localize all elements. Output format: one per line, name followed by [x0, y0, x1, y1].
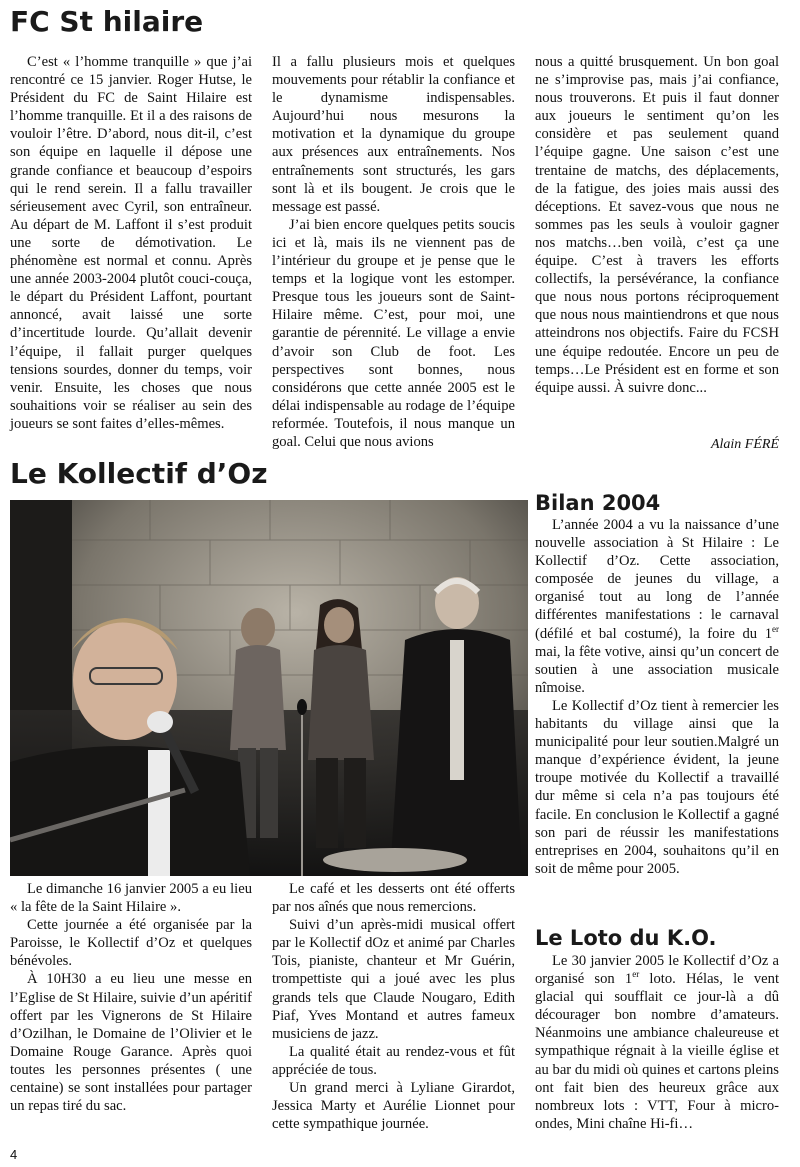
author-signature: Alain FÉRÉ — [710, 437, 779, 452]
paragraph: Suivi d’un après-midi musical offert par le Kollectif dOz et animé par Charles Tois, pianiste, chanteur et Mr Guérin, trompettiste qui a joué avec les plus grands tels que Claude Nougaro, Edith Piaf, Yves Montand et autres fameux musiciens de jazz. — [272, 917, 515, 1042]
paragraph: C’est « l’homme tranquille » que j’ai rencontré ce 15 janvier. Roger Hutse, le Président du FC de Saint Hilaire est l’homme tranquille. Et il a des raisons de vouloir l’être. D’abord, nous dit-il, c’est son équipe en laquelle il dépose une grande confiance et beaucoup d’espoirs qui le rend serein. Il a fallu travailler sérieusement avec Cyril, son entraîneur. Au départ de M. Laffont il s’est produit une sorte de démotivation. Le phénomène est normal et connu. Après une année 2003-2004 plutôt couci-couça, le départ du Président Laffont, pourtant annoncé, avait laissé une sorte d’incertitude lourde. Qu’allait devenir l’équipe, il fallait purger quelques tensions sourdes, donner du temps, voir venir. Ensuite, les choses que nous souhaitions voir se réaliser au sein des joueurs se sont faites d’elles-mêmes. — [10, 54, 252, 432]
paragraph: Il a fallu plusieurs mois et quelques mouvements pour rétablir la confiance et le dynamisme indispensables. Aujourd’hui nous mesurons la motivation et la dynamique du groupe aux présences aux entraînements. Nos entraînements sont structurés, les gars sont là et ils bougent. Je crois que le message est passé. — [272, 54, 515, 215]
bilan-column — [535, 516, 779, 878]
ordinal-suffix: er — [772, 623, 779, 634]
page-number: 4 — [10, 1147, 18, 1162]
event-photo — [10, 500, 528, 876]
paragraph: J’ai bien encore quelques petits soucis ici et là, mais ils ne viennent pas de l’intérieur du groupe et je pense que le temps et la logique vont les estomper. Presque tous les joueurs sont de Saint-Hilaire même. C’est, pour moi, une garantie de pérennité. Le village a envie d’avoir son Club de foot. Les perspectives sont bonnes, nous considérons que cette année 2005 est le délai indispensable au rodage de l’équipe reformée. Toutefois, il nous manque un goal. Celui que nous avions — [272, 216, 515, 450]
kollectif-column-1 — [10, 880, 252, 1115]
fc-column-2 — [272, 53, 515, 451]
paragraph: nous a quitté brusquement. Un bon goal ne s’improvise pas, mais j’ai confiance, nous trouverons. Et puis il faut donner aux joueurs le sentiment qu’on les considère et pas seulement quand l’équipe gagne. Une saison c’est une trentaine de matchs, des déplacements, de la fatigue, des joies mais aussi des déceptions. Et savez-vous que nous ne sommes pas les seuls à vouloir gagner nos matchs…ben voilà, c’est ça une équipe. C’est à travers les efforts collectifs, la persévérance, la confiance que nous nous portons réciproquement que nous nous maintiendrons et que nous atteindrons nos objectifs. Faire du FCSH une équipe redoutée. Encore un peu de temps…Le Président est en forme et son équipe aussi. À suivre donc... — [535, 54, 779, 396]
paragraph: La qualité était au rendez-vous et fût appréciée de tous. — [272, 1043, 515, 1078]
paragraph: Le Kollectif d’Oz tient à remercier les habitants du village ainsi que la municipalité pour leur soutien.Malgré un manque d’expérience évident, la jeune troupe motivée du Kollectif a travaillé dur même si cela n’a pas toujours été facile. En conclusion le Kollectif a gagné son pari de réussir les manifestations entreprises en 2004, souhaitons qu’il en soit de même pour 2005. — [535, 697, 779, 877]
paragraph: Un grand merci à Lyliane Girardot, Jessica Marty et Aurélie Lionnet pour cette sympathique journée. — [272, 1080, 515, 1133]
photo-illustration — [10, 500, 528, 876]
paragraph — [535, 952, 779, 1133]
ordinal-suffix: er — [632, 969, 640, 980]
text: loto. Hélas, le vent glacial qui soufflait ce jour-là a dû décourager bon nombre d’amateurs. Néanmoins une ambiance chaleureuse et sympathique régnait à la vieille église et au bar du midi où quines et cartons pleins ont fait bien des heureux grâce aux nombreux lots : VTT, Four à micro-ondes, Mini chaîne Hi-fi… — [535, 971, 779, 1132]
text: L’année 2004 a vu la naissance d’une nouvelle association à St Hilaire : Le Kollectif d’Oz. Cette association, composée de jeunes du village, a organisé tout au long de l’année différentes manifestations : le carnaval (défilé et bal costumé), la foire du 1 — [535, 517, 779, 642]
paragraph: Cette journée a été organisée par la Paroisse, le Kollectif d’Oz et quelques bénévoles. — [10, 917, 252, 970]
paragraph: Le dimanche 16 janvier 2005 a eu lieu « la fête de la Saint Hilaire ». — [10, 881, 252, 916]
section-title-bilan: Bilan 2004 — [535, 491, 661, 515]
paragraph — [535, 516, 779, 697]
kollectif-column-2 — [272, 880, 515, 1133]
loto-column — [535, 952, 779, 1133]
section-title-loto: Le Loto du K.O. — [535, 926, 717, 950]
fc-column-1 — [10, 53, 252, 433]
text: Le 30 janvier 2005 le Kollectif d’Oz a organisé son 1 — [535, 953, 779, 988]
paragraph: Le café et les desserts ont été offerts par nos aînés que nous remercions. — [272, 881, 515, 916]
article-title-kollectif: Le Kollectif d’Oz — [10, 457, 268, 490]
text: mai, la fête votive, ainsi qu’un concert de soutien à une association musicale nîmoise. — [535, 643, 779, 696]
paragraph: À 10H30 a eu lieu une messe en l’Eglise de St Hilaire, suivie d’un apéritif offert par les Vignerons de St Hilaire d’Ozilhan, le Domaine de l’Olivier et le Domaine Rouge Garance. Après quoi toutes les personnes présentes ( une centaine) se sont installées pour partager un repas tiré du sac. — [10, 971, 252, 1115]
fc-column-3 — [535, 53, 779, 397]
article-title-fc: FC St hilaire — [10, 5, 204, 38]
